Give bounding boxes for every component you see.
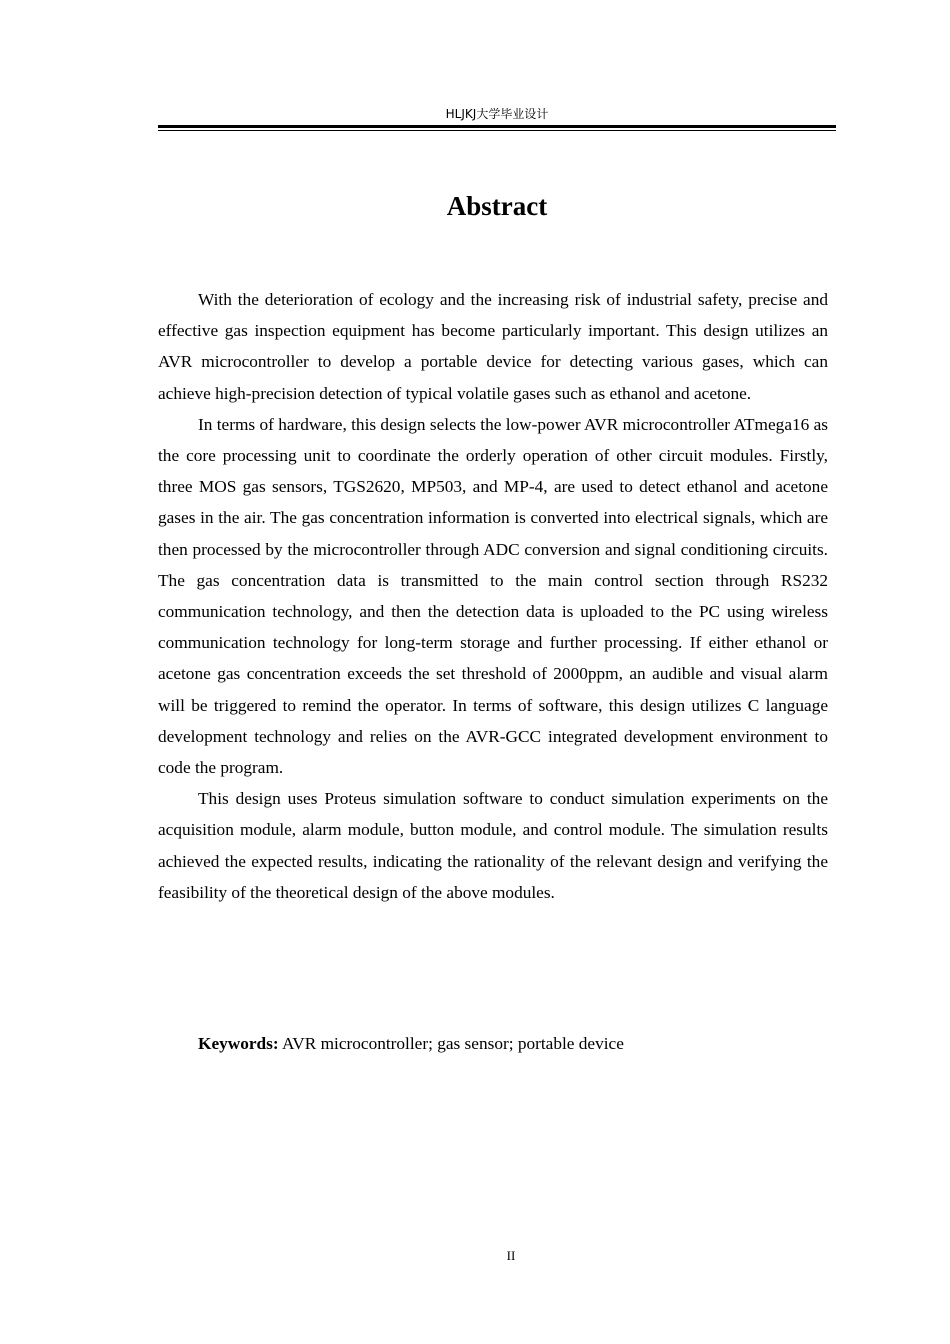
running-header: HLJKJ大学毕业设计 bbox=[445, 107, 549, 121]
keywords-line bbox=[198, 1028, 624, 1059]
header-rule-thin bbox=[158, 130, 836, 131]
page-number: II bbox=[506, 1248, 516, 1263]
abstract-paragraph-3: This design uses Proteus simulation software to conduct simulation experiments on the acquisition module, alarm module, button module, and control module. The simulation results achieved the expected results, indicating the rationality of the relevant design and verifying the feasibility of the theoretical design of the above modules. bbox=[158, 789, 828, 902]
abstract-paragraph-2: In terms of hardware, this design selects the low-power AVR microcontroller ATmega16 as the core processing unit to coordinate the orderly operation of other circuit modules. Firstly, three MOS gas sensors, TGS2620, MP503, and MP-4, are used to detect ethanol and acetone gases in the air. The gas concentration information is converted into electrical signals, which are then processed by the microcontroller through ADC conversion and signal conditioning circuits. The gas concentration data is transmitted to the main control section through RS232 communication technology, and then the detection data is uploaded to the PC using wireless communication technology for long-term storage and further processing. If either ethanol or acetone gas concentration exceeds the set threshold of 2000ppm, an audible and visual alarm will be triggered to remind the operator. In terms of software, this design utilizes C language development technology and relies on the AVR-GCC integrated development environment to code the program. bbox=[158, 414, 828, 778]
abstract-body bbox=[158, 284, 828, 908]
header-rule-thick bbox=[158, 125, 836, 128]
abstract-paragraph-1: With the deterioration of ecology and the increasing risk of industrial safety, precise and effective gas inspection equipment has become particularly important. This design utilizes an AVR microcontroller to develop a portable device for detecting various gases, which can achieve high-precision detection of typical volatile gases such as ethanol and acetone. bbox=[158, 290, 828, 403]
keywords-value: AVR microcontroller; gas sensor; portable device bbox=[282, 1034, 624, 1053]
page-title: Abstract bbox=[446, 191, 548, 221]
keywords-label: Keywords: bbox=[198, 1034, 279, 1053]
